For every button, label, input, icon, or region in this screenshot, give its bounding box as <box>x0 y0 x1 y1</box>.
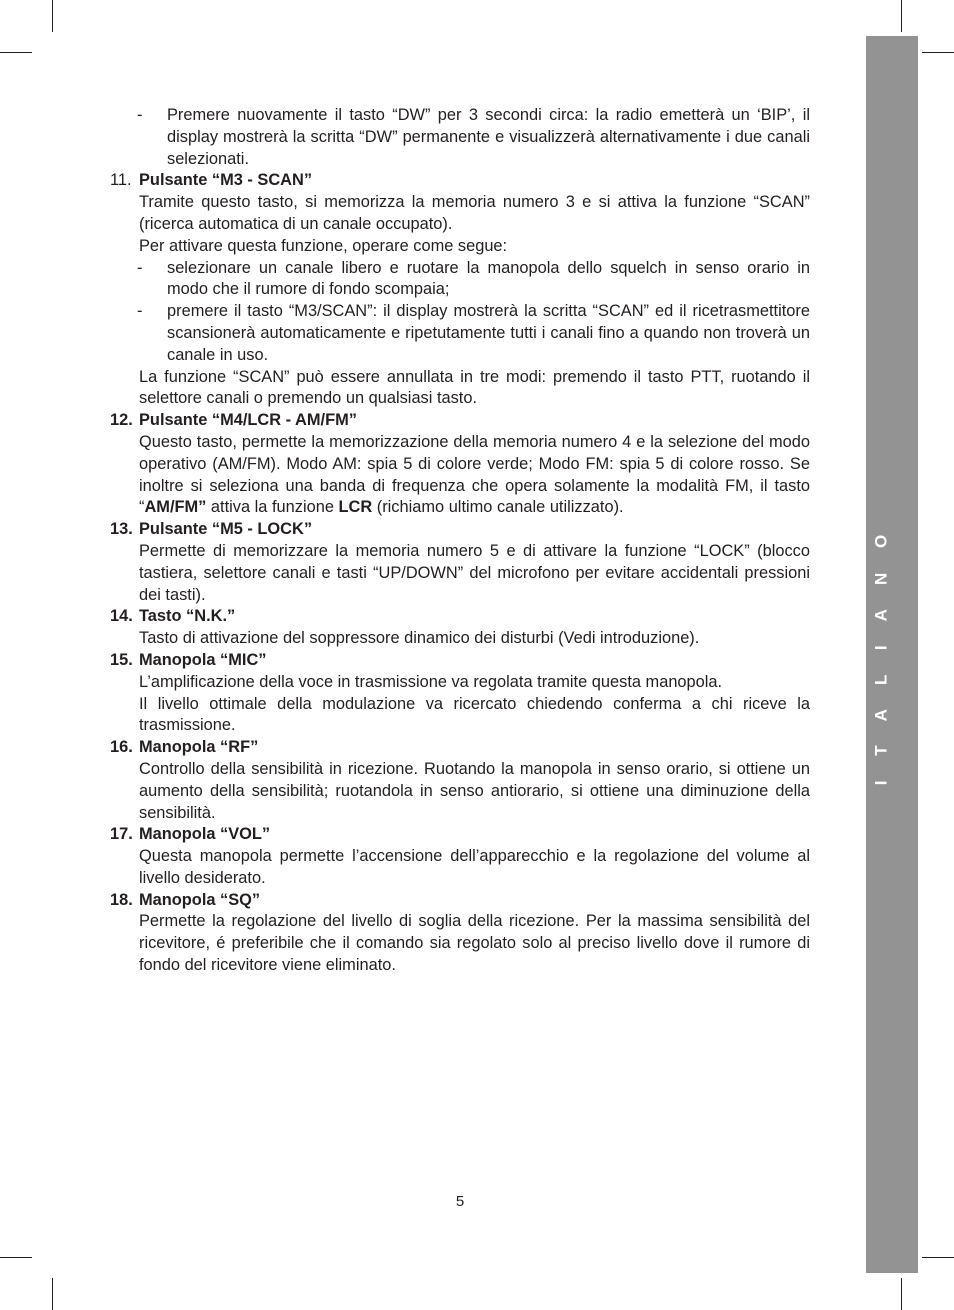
section-title: Manopola “SQ” <box>139 890 261 909</box>
section-title: Manopola “RF” <box>139 738 259 757</box>
section-number: 13. <box>110 520 133 539</box>
crop-mark-top-left-horizontal <box>0 52 32 53</box>
bullet-dash: - <box>137 258 143 277</box>
section-16-paragraph-1: Controllo della sensibilità in ricezione. Ruotando la manopola in senso orario, si ottiene un aumento della sensibilità; ruotandola in senso antiorario, si ottiene una diminuzione della sensibilità. <box>139 759 810 822</box>
section-title: Tasto “N.K.” <box>139 607 236 626</box>
section-title: Manopola “VOL” <box>139 825 271 844</box>
section-11-heading <box>110 170 810 192</box>
crop-mark-bottom-left-horizontal <box>0 1257 32 1258</box>
crop-mark-bottom-left-vertical <box>52 1278 53 1310</box>
section-number: 15. <box>110 650 133 669</box>
page-content <box>110 105 810 977</box>
crop-mark-bottom-right-horizontal <box>922 1257 954 1258</box>
section-15-heading <box>110 650 810 672</box>
bullet-text: premere il tasto “M3/SCAN”: il display mostrerà la scritta “SCAN” ed il ricetrasmettitore scansionerà automaticamente e ripetutamente tutti i canali fino a quando non troverà un canale in uso. <box>167 302 810 364</box>
crop-mark-top-left-vertical <box>52 0 53 32</box>
intro-bullet-text: Premere nuovamente il tasto “DW” per 3 secondi circa: la radio emetterà un ‘BIP’, il display mostrerà la scritta “DW” permanente e visualizzerà alternativamente i due canali selezionati. <box>167 106 810 168</box>
section-title: Pulsante “M5 - LOCK” <box>139 520 313 539</box>
page-number: 5 <box>455 1193 465 1210</box>
section-18-paragraph-1: Permette la regolazione del livello di soglia della ricezione. Per la massima sensibilità del ricevitore, é preferibile che il comando sia regolato solo al preciso livello dove il rumore di fondo del ricevitore viene eliminato. <box>139 912 810 975</box>
section-16-heading <box>110 737 810 759</box>
text-run: attiva la funzione <box>206 498 339 517</box>
language-tab-label: I T A L I A N O <box>871 524 890 786</box>
text-run: (richiamo ultimo canale utilizzato). <box>372 498 624 517</box>
section-13-heading <box>110 519 810 541</box>
section-title: Manopola “MIC” <box>139 650 267 669</box>
section-number: 18. <box>110 890 133 909</box>
bold-run: LCR <box>338 498 373 517</box>
section-18-heading <box>110 890 810 912</box>
section-number: 16. <box>110 738 133 757</box>
intro-bullet <box>110 105 810 170</box>
section-number: 11. <box>110 171 132 190</box>
section-number: 17. <box>110 825 133 844</box>
section-number: 12. <box>110 411 133 430</box>
section-11-bullet-2 <box>110 301 810 366</box>
section-11-paragraph-2: Per attivare questa funzione, operare come segue: <box>139 236 508 255</box>
crop-mark-top-right-vertical <box>901 0 902 32</box>
bold-run: AM/FM” <box>144 498 207 517</box>
section-12-heading <box>110 410 810 432</box>
text-run: Questo tasto, permette la memorizzazione della memoria numero 4 e la selezione del modo operativo (AM/FM). Modo AM: spia 5 di colore verde; Modo FM: spia 5 di colore rosso. Se inoltre si seleziona una banda di frequenza che opera solamente la modalità FM, il tasto “ <box>139 432 810 517</box>
bullet-dash: - <box>137 302 143 321</box>
section-17-heading <box>110 824 810 846</box>
section-11-paragraph-3: La funzione “SCAN” può essere annullata in tre modi: premendo il tasto PTT, ruotando il selettore canali o premendo un qualsiasi tasto. <box>139 367 810 408</box>
language-tab-label-wrap <box>866 524 896 786</box>
section-title: Pulsante “M4/LCR - AM/FM” <box>139 411 357 430</box>
section-12-paragraph-1 <box>110 432 810 519</box>
section-15-paragraph-1: L’amplificazione della voce in trasmissione va regolata tramite questa manopola. <box>139 672 723 691</box>
section-title: Pulsante “M3 - SCAN” <box>139 171 313 190</box>
crop-mark-bottom-right-vertical <box>901 1278 902 1310</box>
section-11-bullet-1 <box>110 258 810 302</box>
section-11-paragraph-1: Tramite questo tasto, si memorizza la memoria numero 3 e si attiva la funzione “SCAN” (ricerca automatica di un canale occupato). <box>139 193 810 233</box>
section-14-paragraph-1: Tasto di attivazione del soppressore dinamico dei disturbi (Vedi introduzione). <box>139 629 700 648</box>
section-13-paragraph-1: Permette di memorizzare la memoria numero 5 e di attivare la funzione “LOCK” (blocco tastiera, selettore canali e tasti “UP/DOWN” del microfono per evitare accidentali pressioni dei tasti). <box>139 541 810 604</box>
crop-mark-top-right-horizontal <box>922 52 954 53</box>
section-number: 14. <box>110 607 133 626</box>
section-15-paragraph-2: Il livello ottimale della modulazione va ricercato chiedendo conferma a chi riceve la trasmissione. <box>139 694 810 735</box>
bullet-dash: - <box>137 106 143 124</box>
section-14-heading <box>110 606 810 628</box>
bullet-text: selezionare un canale libero e ruotare la manopola dello squelch in senso orario in modo che il rumore di fondo scompaia; <box>167 258 810 299</box>
section-17-paragraph-1: Questa manopola permette l’accensione dell’apparecchio e la regolazione del volume al livello desiderato. <box>139 847 810 887</box>
